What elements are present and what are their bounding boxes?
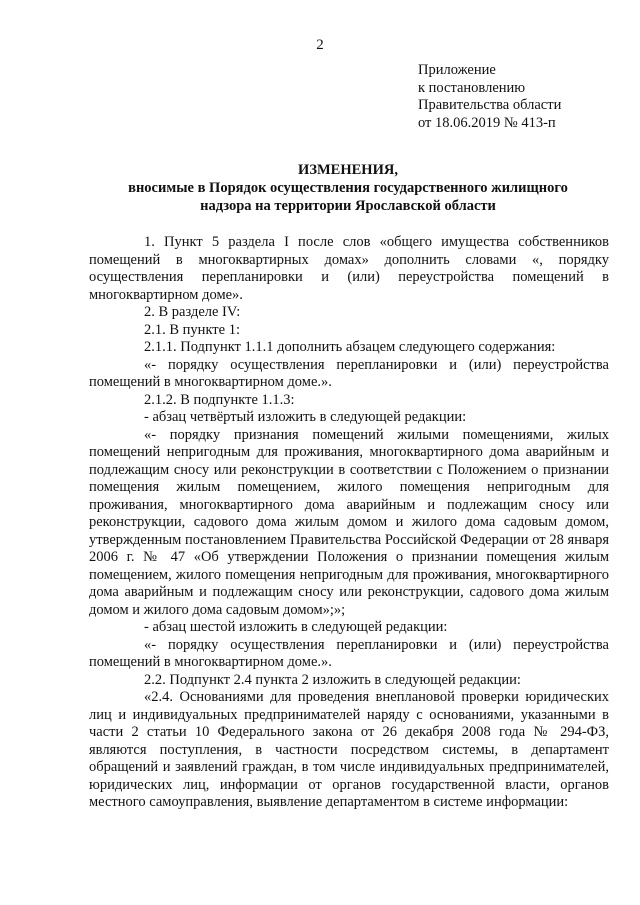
paragraph: «2.4. Основаниями для проведения внеплановой проверки юридических лиц и индивидуальных предпринимателей наряду с основаниями, указанными в части 2 статьи 10 Федерального закона от 26 декабря 2008 года № 294-ФЗ, являются поступления, в частности посредством системы, в департамент обращений и заявлений граждан, в том числе индивидуальных предпринимателей, юридических лиц, информации от органов государственной власти, органов местного самоуправления, выявление департаментом в системе информации: <box>89 689 609 810</box>
appendix-line: от 18.06.2019 № 413-п <box>418 114 556 131</box>
title-line: вносимые в Порядок осуществления государственного жилищного <box>128 180 568 196</box>
paragraph: 2.2. Подпункт 2.4 пункта 2 изложить в следующей редакции: <box>144 671 521 688</box>
paragraph: «- порядку осуществления перепланировки и (или) переустройства помещений в многоквартирном доме.». <box>89 356 609 390</box>
paragraph: «- порядку признания помещений жилыми помещениями, жилых помещений непригодным для проживания, многоквартирного дома аварийным и подлежащим сносу или реконструкции в соответствии с Положением о признании помещения жилым помещением, жилого помещения непригодным для проживания, многоквартирного дома аварийным и подлежащим сносу или реконструкции, садового дома жилым домом и жилого дома садовым домом, утвержденным постановлением Правительства Российской Федерации от 28 января 2006 г. № 47 «Об утверждении Положения о признании помещения жилым помещением, жилого помещения непригодным для проживания, многоквартирного дома аварийным и подлежащим сносу или реконструкции, садового дома жилым домом и жилого дома садовым домом»;»; <box>89 426 609 618</box>
document-title <box>88 161 608 215</box>
title-heading: ИЗМЕНЕНИЯ, <box>298 162 398 178</box>
paragraph: 2.1.2. В подпункте 1.1.3: <box>144 391 295 408</box>
appendix-line: к постановлению <box>418 79 526 96</box>
paragraph: «- порядку осуществления перепланировки и (или) переустройства помещений в многоквартирном доме.». <box>89 636 609 670</box>
page-number: 2 <box>316 37 324 53</box>
paragraph: - абзац четвёртый изложить в следующей редакции: <box>144 409 467 425</box>
paragraph: 1. Пункт 5 раздела I после слов «общего имущества собственников помещений в многоквартирных домах» дополнить словами «, порядку осуществления перепланировки и (или) переустройства помещений в многоквартирном доме». <box>89 234 609 303</box>
appendix-line: Приложение <box>418 62 496 78</box>
paragraph: 2.1.1. Подпункт 1.1.1 дополнить абзацем следующего содержания: <box>144 339 556 355</box>
appendix-line: Правительства области <box>418 97 562 113</box>
paragraph: - абзац шестой изложить в следующей редакции: <box>144 619 448 635</box>
appendix-block <box>418 62 628 132</box>
title-line: надзора на территории Ярославской области <box>200 198 496 214</box>
paragraph: 2.1. В пункте 1: <box>144 321 240 338</box>
document-body <box>89 234 609 812</box>
paragraph: 2. В разделе IV: <box>144 304 241 320</box>
